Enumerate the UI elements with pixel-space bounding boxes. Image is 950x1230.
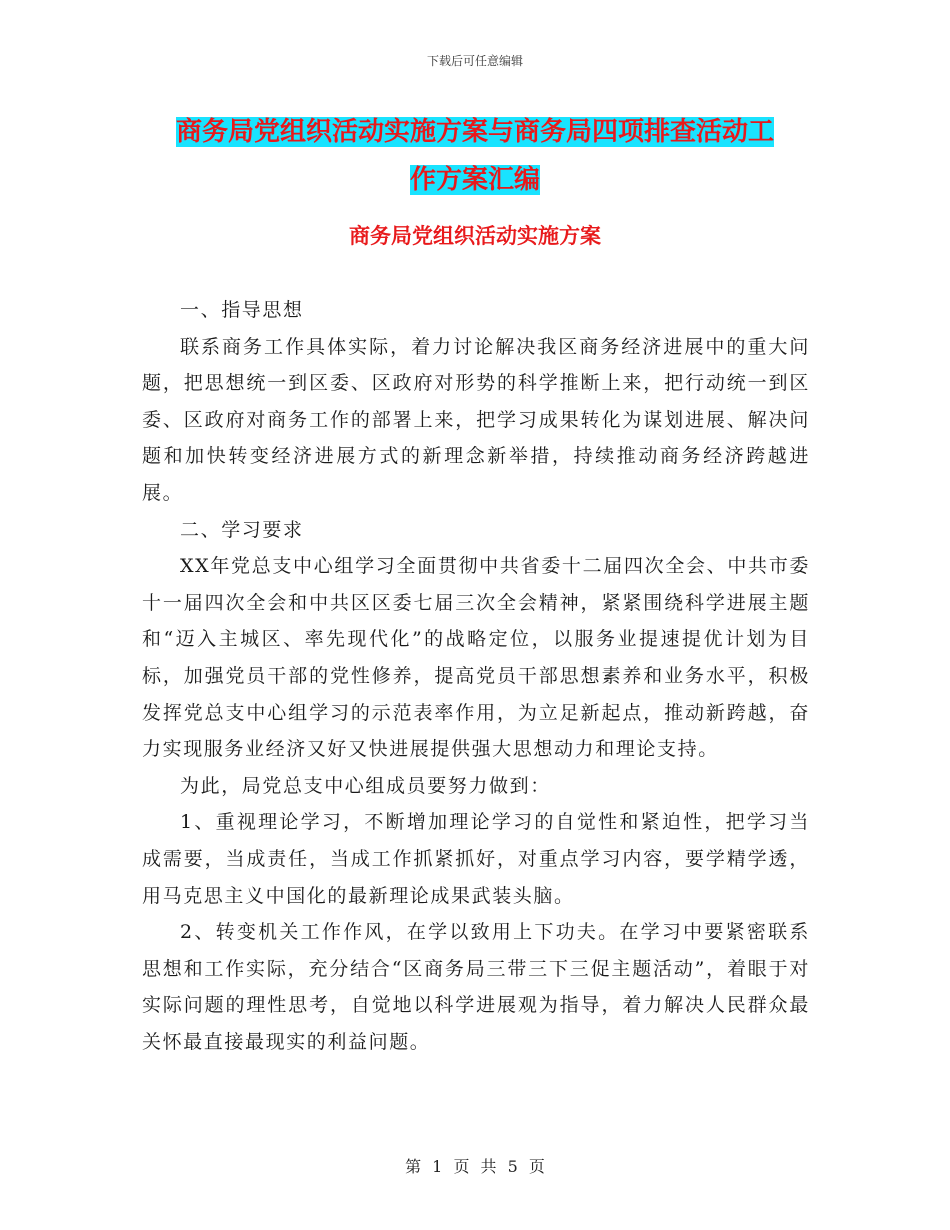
document-body	[142, 292, 810, 1060]
paragraph: 联系商务工作具体实际，着力讨论解决我区商务经济进展中的重大问题，把思想统一到区委、区政府对形势的科学推断上来，把行动统一到区委、区政府对商务工作的部署上来，把学习成果转化为谋划进展、解决问题和加快转变经济进展方式的新理念新举措，持续推动商务经济跨越进展。	[142, 335, 810, 504]
list-item: 1、重视理论学习，不断增加理论学习的自觉性和紧迫性，把学习当成需要，当成责任，当成工作抓紧抓好，对重点学习内容，要学精学透，用马克思主义中国化的最新理论成果武装头脑。	[142, 811, 810, 907]
document-title	[150, 108, 800, 204]
document-title-line-2: 作方案汇编	[409, 165, 540, 195]
page-number: 第 1 页 共 5 页	[405, 1157, 545, 1176]
header-note: 下载后可任意编辑	[426, 54, 523, 68]
section-title: 商务局党组织活动实施方案	[349, 223, 601, 248]
heading-study-requirements: 二、学习要求	[180, 518, 304, 541]
list-item: 2、转变机关工作作风，在学以致用上下功夫。在学习中要紧密联系思想和工作实际，充分结合“区商务局三带三下三促主题活动”，着眼于对实际问题的理性思考，自觉地以科学进展观为指导，着力解决人民群众最关怀最直接最现实的利益问题。	[142, 921, 810, 1053]
heading-guiding-thought: 一、指导思想	[180, 299, 304, 321]
document-title-line-1: 商务局党组织活动实施方案与商务局四项排查活动工	[175, 117, 774, 147]
paragraph: 为此，局党总支中心组成员要努力做到：	[180, 774, 551, 797]
paragraph: XX年党总支中心组学习全面贯彻中共省委十二届四次全会、中共市委十一届四次全会和中共区区委七届三次全会精神，紧紧围绕科学进展主题和“迈入主城区、率先现代化”的战略定位，以服务业提速提优计划为目标，加强党员干部的党性修养，提高党员干部思想素养和业务水平，积极发挥党总支中心组学习的示范表率作用，为立足新起点，推动新跨越，奋力实现服务业经济又好又快进展提供强大思想动力和理论支持。	[142, 555, 810, 761]
